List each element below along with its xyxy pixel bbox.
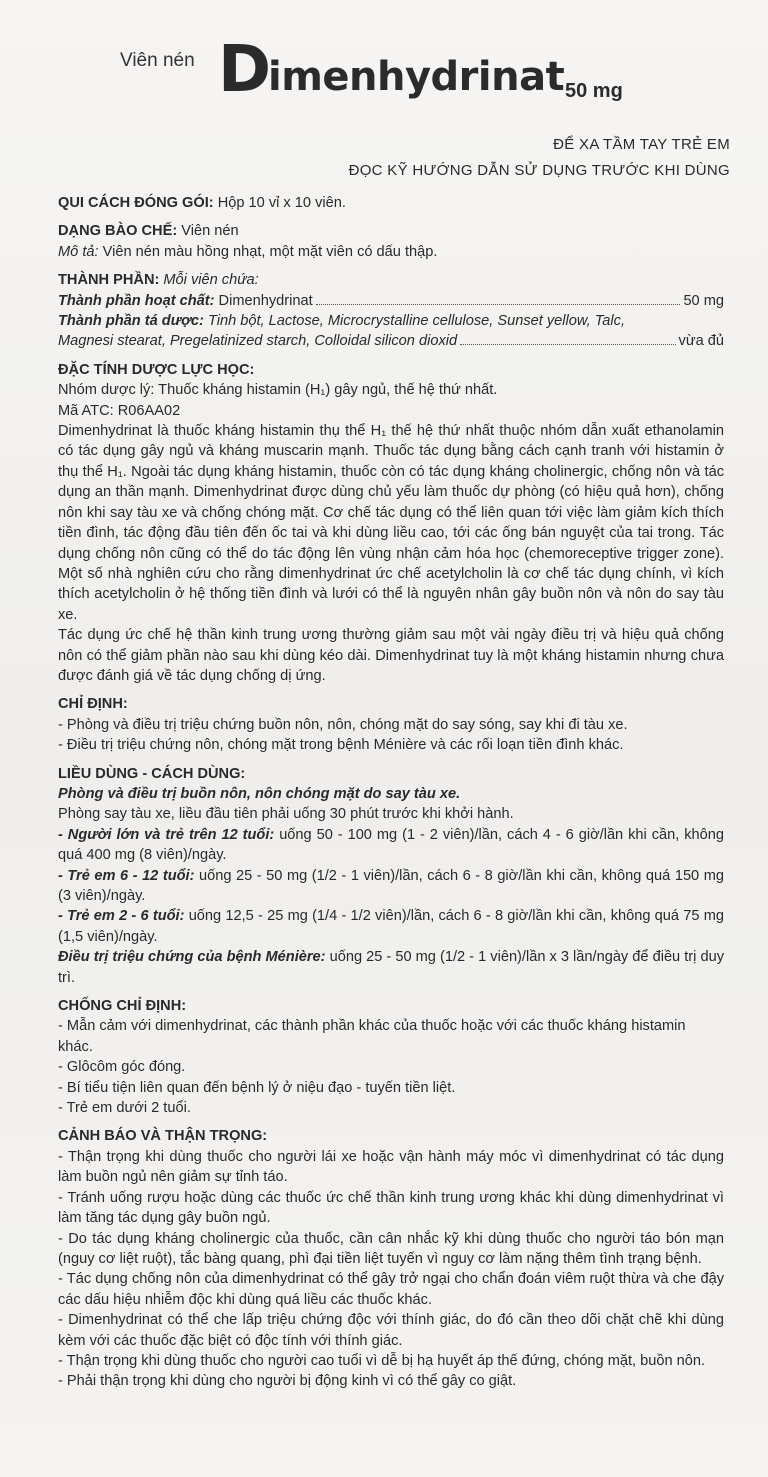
section-heading: THÀNH PHẦN: — [58, 272, 160, 289]
pharmacodynamics-paragraph: Tác dụng ức chế hệ thần kinh trung ương thường giảm sau một vài ngày điều trị và hiệu quả chống nôn có thể giảm phần nào sau khi dùng kéo dài. Dimenhydrinat tuy là một kháng histamin nhưng chưa được đánh giá về tác dụng chống dị ứng. — [58, 627, 724, 684]
description-value: Viên nén màu hồng nhạt, một mặt viên có dấu thập. — [98, 243, 438, 260]
warnings-section — [58, 1126, 724, 1391]
active-ingredient-amount: 50 mg — [683, 292, 724, 309]
dosage-meniere — [58, 947, 724, 988]
description-label: Mô tả: — [58, 243, 99, 260]
leaflet-body — [58, 193, 724, 1392]
excipients-label: Thành phần tá dược: — [58, 313, 204, 330]
leader-dots — [460, 344, 675, 345]
active-ingredient-label: Thành phần hoạt chất: — [58, 292, 215, 309]
read-instructions-warning: ĐỌC KỸ HƯỚNG DẪN SỬ DỤNG TRƯỚC KHI DÙNG — [348, 162, 730, 179]
packaging-section — [58, 193, 724, 213]
section-heading: CẢNH BÁO VÀ THẬN TRỌNG: — [58, 1128, 268, 1145]
leader-dots — [316, 304, 681, 305]
section-heading: LIỀU DÙNG - CÁCH DÙNG: — [58, 765, 246, 782]
indications-section — [58, 694, 724, 755]
list-item: - Thận trọng khi dùng thuốc cho người cao tuổi vì dễ bị hạ huyết áp thế đứng, chóng mặt, buồn nôn. — [58, 1352, 706, 1369]
atc-code: Mã ATC: R06AA02 — [58, 402, 181, 419]
product-header — [0, 33, 768, 110]
list-item: - Thận trọng khi dùng thuốc cho người lái xe hoặc vận hành máy móc vì dimenhydrinat có tác dụng làm buồn ngủ nên giảm sự tỉnh táo. — [58, 1148, 724, 1186]
dosage-subheading: Phòng và điều trị buồn nôn, nôn chóng mặt do say tàu xe. — [58, 785, 461, 802]
dosage-meniere-text: uống 25 - 50 mg (1/2 - 1 viên)/lần x 3 lần/ngày để điều trị duy trì. — [58, 949, 724, 986]
list-item: - Bí tiểu tiện liên quan đến bệnh lý ở niệu đạo - tuyến tiền liệt. — [58, 1079, 456, 1096]
section-heading: DẠNG BÀO CHẾ: — [58, 223, 178, 240]
dosage-child-6-12 — [58, 866, 724, 907]
dosage-child-2-6-text: uống 12,5 - 25 mg (1/4 - 1/2 viên)/lần, cách 6 - 8 giờ/lần khi cần, không quá 75 mg (1,5 viên)/ngày. — [58, 908, 724, 945]
section-heading: CHỈ ĐỊNH: — [58, 696, 128, 713]
list-item: - Điều trị triệu chứng nôn, chóng mặt trong bệnh Ménière và các rối loạn tiền đình khác. — [58, 737, 624, 754]
dosage-meniere-label: Điều trị triệu chứng của bệnh Ménière: — [58, 949, 326, 966]
excipients-list-line2: Magnesi stearat, Pregelatinized starch, Colloidal silicon dioxid — [58, 333, 458, 350]
excipients-amount: vừa đủ — [678, 333, 724, 350]
dosage-adult-label: - Người lớn và trẻ trên 12 tuổi: — [58, 826, 275, 843]
pharmacodynamics-paragraph: Dimenhydrinat là thuốc kháng histamin thụ thể H₁ thế hệ thứ nhất thuộc nhóm dẫn xuất ethanolamin có tác dụng gây ngủ và kháng muscarin mạnh. Thuốc tác dụng bằng cách cạnh tranh với histamin ở thụ thể H₁. Ngoài tác dụng kháng histamin, thuốc còn có tác dụng kháng cholinergic, chống nôn và tác dụng an thần mạnh. Dimenhydrinat được dùng chủ yếu làm thuốc dự phòng (có hiệu quả hơn), chống nôn khi say tàu xe và chống chóng mặt. Cơ chế tác dụng có thể liên quan tới việc làm giảm kích thích tiền đình, tác động đầu tiên đến ốc tai và khi dùng liều cao, tới các ống bán nguyệt của tai trong. Tác dụng chống nôn cũng có thể do tác động lên vùng nhận cảm hóa học (chemoreceptive trigger zone). Một số nhà nghiên cứu cho rằng dimenhydrinat ức chế acetylcholin là cơ chế tác dụng chính, vì kích thích acetylcholin ở hệ thống tiền đình và lưới có thể là nguyên nhân gây buồn nôn và nôn do say tàu xe. — [58, 423, 724, 623]
composition-intro: Mỗi viên chứa: — [159, 272, 259, 289]
list-item: - Mẫn cảm với dimenhydrinat, các thành phần khác của thuốc hoặc với các thuốc kháng histamin khác. — [58, 1018, 686, 1055]
contraindications-section — [58, 996, 724, 1118]
dosage-form-section — [58, 221, 724, 262]
active-ingredient-name: Dimenhydrinat — [214, 292, 313, 309]
list-item: - Dimenhydrinat có thể che lấp triệu chứng độc với thính giác, do đó cần theo dõi chặt chẽ khi dùng kèm với các thuốc đặc biệt có độc tính với thính giác. — [58, 1312, 724, 1349]
list-item: - Tác dụng chống nôn của dimenhydrinat có thể gây trở ngại cho chẩn đoán viêm ruột thừa và che đậy các dấu hiệu nhiễm độc khi dùng quá liều các thuốc khác. — [58, 1271, 724, 1308]
excipients-list-line1: Tinh bột, Lactose, Microcrystalline cellulose, Sunset yellow, Talc, — [203, 313, 626, 330]
list-item: - Do tác dụng kháng cholinergic của thuốc, cần cân nhắc kỹ khi dùng thuốc cho người táo bón mạn (nguy cơ liệt ruột), tắc bàng quang, phì đại tiền liệt tuyến vì nguy cơ làm nặng thêm tình trạng bệnh. — [58, 1230, 724, 1267]
excipients-row — [58, 331, 724, 351]
dosage-child-2-6 — [58, 906, 724, 947]
dosage-child-2-6-label: - Trẻ em 2 - 6 tuổi: — [58, 908, 185, 925]
dosage-form-value: Viên nén — [177, 223, 239, 240]
section-heading: QUI CÁCH ĐÓNG GÓI: — [58, 195, 214, 211]
dosage-section — [58, 764, 724, 988]
pharmacodynamics-section — [58, 360, 724, 687]
dosage-adult-text: uống 50 - 100 mg (1 - 2 viên)/lần, cách 4 - 6 giờ/lần khi cần, không quá 400 mg (8 viên)/ngày. — [58, 826, 725, 864]
list-item: - Phòng và điều trị triệu chứng buồn nôn, nôn, chóng mặt do say sóng, say khi đi tàu xe. — [58, 716, 628, 733]
active-ingredient-row — [58, 291, 724, 311]
brand-name: imenhydrinat — [268, 54, 565, 100]
dosage-form-label: Viên nén — [120, 50, 195, 71]
pharmacological-group: Nhóm dược lý: Thuốc kháng histamin (H₁) gây ngủ, thế hệ thứ nhất. — [58, 382, 498, 399]
brand-initial: D — [218, 33, 272, 107]
dosage-child-6-12-text: uống 25 - 50 mg (1/2 - 1 viên)/lần, cách 6 - 8 giờ/lần khi cần, không quá 150 mg (3 viên)/ngày. — [58, 867, 724, 904]
keep-away-warning: ĐỂ XA TẦM TAY TRẺ EM — [553, 136, 730, 153]
list-item: - Tránh uống rượu hoặc dùng các thuốc ức chế thần kinh trung ương khác khi dùng dimenhydrinat vì làm tăng tác dụng gây buồn ngủ. — [58, 1189, 724, 1227]
strength-label: 50 mg — [565, 80, 623, 102]
composition-section — [58, 270, 724, 352]
section-heading: ĐẶC TÍNH DƯỢC LỰC HỌC: — [58, 361, 255, 378]
dosage-adult — [58, 825, 724, 866]
packaging-value: Hộp 10 vỉ x 10 viên. — [213, 195, 346, 211]
dosage-intro: Phòng say tàu xe, liều đầu tiên phải uống 30 phút trước khi khởi hành. — [58, 806, 514, 823]
dosage-child-6-12-label: - Trẻ em 6 - 12 tuổi: — [58, 867, 195, 884]
list-item: - Glôcôm góc đóng. — [58, 1059, 186, 1076]
section-heading: CHỐNG CHỈ ĐỊNH: — [58, 998, 187, 1015]
list-item: - Trẻ em dưới 2 tuổi. — [58, 1100, 191, 1117]
list-item: - Phải thận trọng khi dùng cho người bị động kinh vì có thể gây co giật. — [58, 1373, 517, 1390]
